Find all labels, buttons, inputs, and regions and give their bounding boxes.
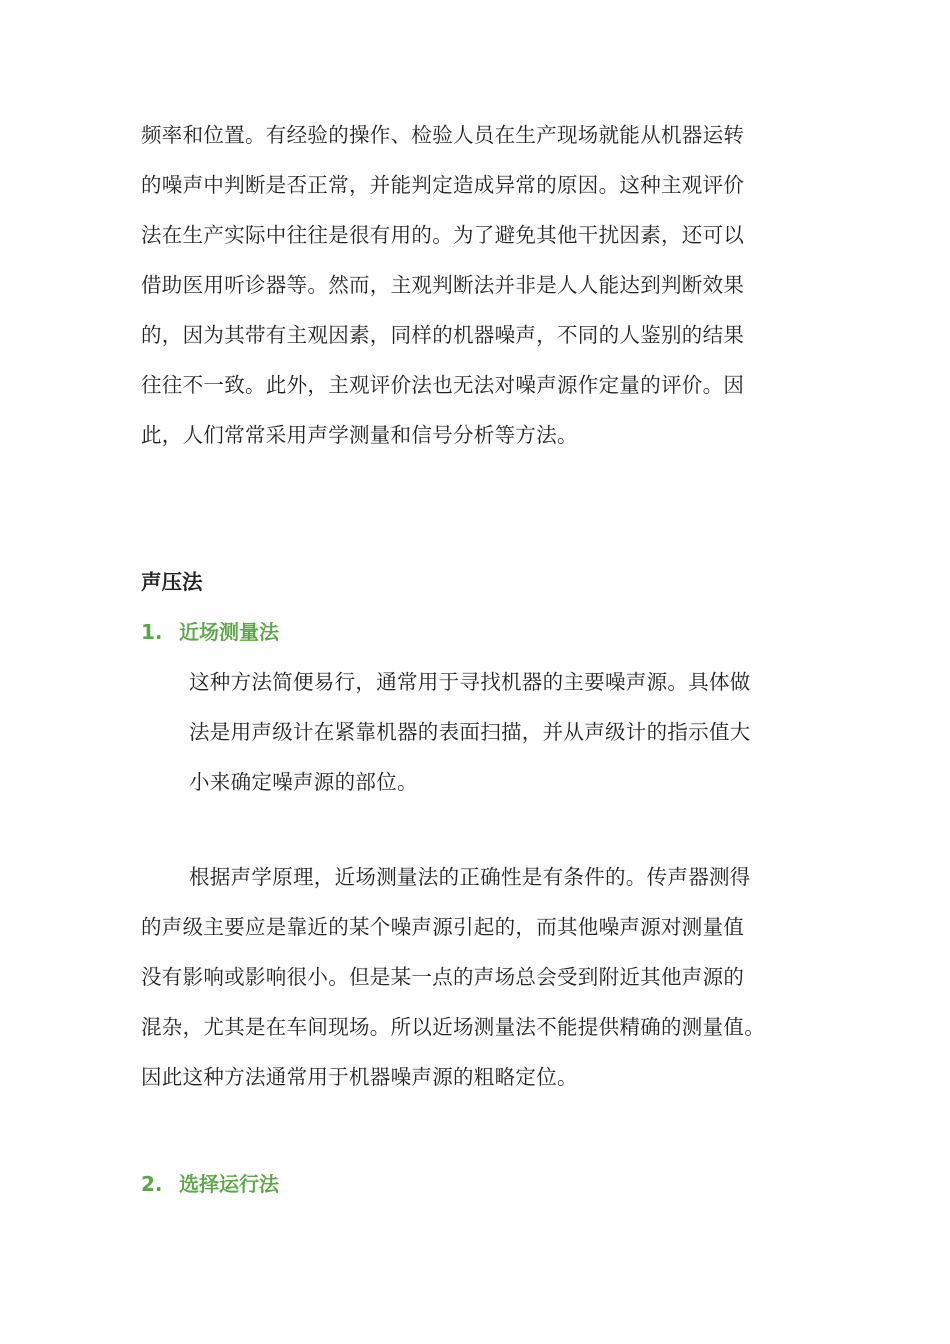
subheading-number: 1. [141, 620, 163, 644]
intro-line: 往往不一致。此外，主观评价法也无法对噪声源作定量的评价。因 [141, 373, 745, 397]
description-line: 法是用声级计在紧靠机器的表面扫描，并从声级计的指示值大 [189, 720, 751, 744]
intro-line: 的噪声中判断是否正常，并能判定造成异常的原因。这种主观评价 [141, 173, 745, 197]
near-field-description [189, 657, 813, 807]
principle-line: 混杂，尤其是在车间现场。所以近场测量法不能提供精确的测量值。 [141, 1015, 765, 1039]
principle-line: 根据声学原理，近场测量法的正确性是有条件的。传声器测得 [189, 865, 751, 889]
intro-line: 的，因为其带有主观因素，同样的机器噪声，不同的人鉴别的结果 [141, 323, 745, 347]
principle-line: 的声级主要应是靠近的某个噪声源引起的，而其他噪声源对测量值 [141, 915, 745, 939]
subheading-near-field [141, 617, 279, 647]
section-heading: 声压法 [141, 570, 203, 594]
subheading-title: 选择运行法 [179, 1172, 279, 1196]
intro-paragraph [141, 110, 813, 460]
intro-line: 频率和位置。有经验的操作、检验人员在生产现场就能从机器运转 [141, 123, 745, 147]
principle-line: 因此这种方法通常用于机器噪声源的粗略定位。 [141, 1065, 578, 1089]
description-line: 这种方法简便易行，通常用于寻找机器的主要噪声源。具体做 [189, 670, 751, 694]
subheading-title: 近场测量法 [179, 620, 279, 644]
description-line: 小来确定噪声源的部位。 [189, 770, 418, 794]
intro-line: 此，人们常常采用声学测量和信号分析等方法。 [141, 423, 578, 447]
intro-line: 法在生产实际中往往是很有用的。为了避免其他干扰因素，还可以 [141, 223, 745, 247]
intro-line: 借助医用听诊器等。然而，主观判断法并非是人人能达到判断效果 [141, 273, 745, 297]
principle-line: 没有影响或影响很小。但是某一点的声场总会受到附近其他声源的 [141, 965, 745, 989]
near-field-principle [141, 852, 813, 1102]
subheading-number: 2. [141, 1172, 163, 1196]
subheading-selective-operation [141, 1169, 279, 1199]
